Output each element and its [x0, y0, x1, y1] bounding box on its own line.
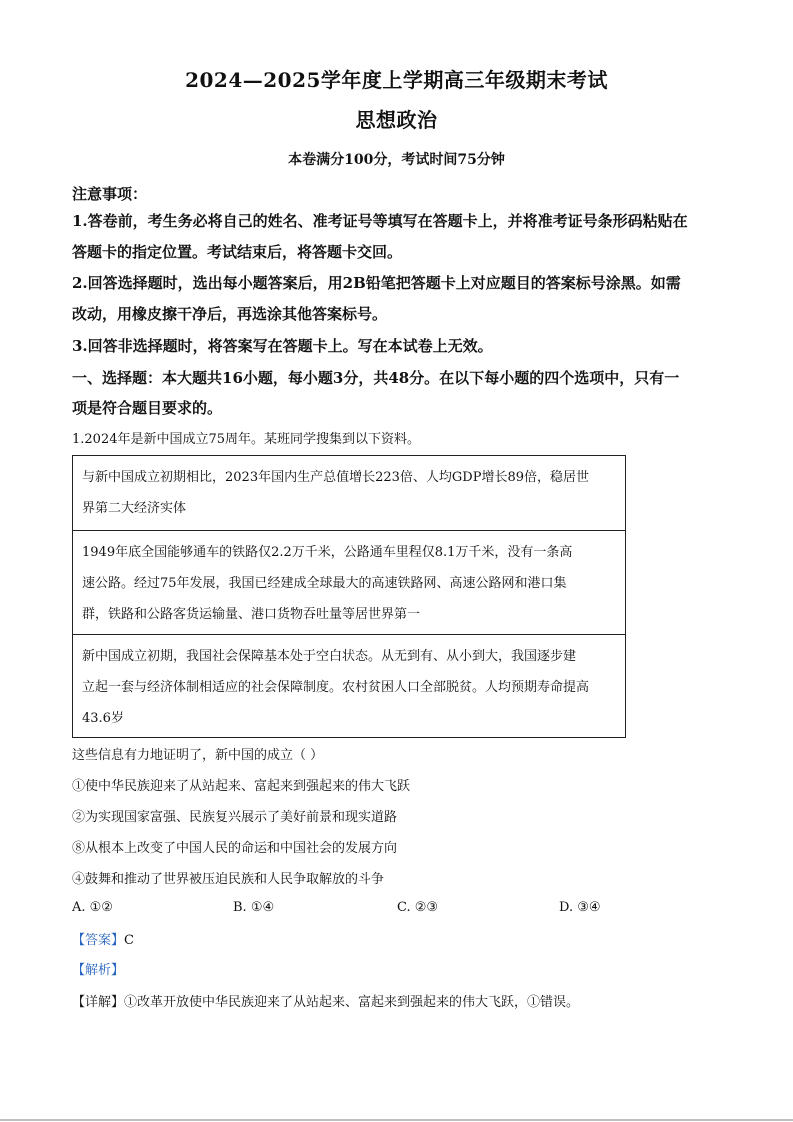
material-line: 与新中国成立初期相比，2023年国内生产总值增长223倍、人均GDP增长89倍，稳居世: [82, 470, 589, 485]
material-line: 群，铁路和公路客货运输量、港口货物吞吐量等居世界第一: [82, 607, 421, 622]
material-cell-1: [73, 456, 625, 531]
analysis-label: 【解析】: [72, 963, 125, 978]
exam-meta: 本卷满分100分，考试时间75分钟: [288, 152, 505, 168]
material-line: 43.6岁: [82, 711, 124, 726]
page-bottom-divider: [0, 1119, 793, 1121]
note-line: 2.回答选择题时，选出每小题答案后，用2B铅笔把答题卡上对应题目的答案标号涂黑。如需: [72, 274, 681, 292]
statement: ②为实现国家富强、民族复兴展示了美好前景和现实道路: [72, 810, 398, 825]
answer-line: [72, 932, 732, 950]
statement: ④鼓舞和推动了世界被压迫民族和人民争取解放的斗争: [72, 872, 385, 887]
question-stem: 1.2024年是新中国成立75周年。某班同学搜集到以下资料。: [72, 432, 421, 447]
detail-line: [72, 994, 732, 1012]
answer-label: 【答案】: [72, 933, 125, 948]
material-cell-3: [73, 635, 625, 737]
section-heading-line2: 项是符合题目要求的。: [72, 399, 223, 417]
material-line: 1949年底全国能够通车的铁路仅2.2万千米，公路通车里程仅8.1万千米，没有一条高: [82, 545, 573, 560]
note-line: 3.回答非选择题时，将答案写在答题卡上。写在本试卷上无效。: [72, 337, 493, 355]
option-c: C. ②③: [397, 900, 439, 915]
material-line: 新中国成立初期，我国社会保障基本处于空白状态。从无到有、从小到大，我国逐步建: [82, 649, 577, 664]
materials-table: [72, 455, 626, 738]
subject-title: 思想政治: [355, 108, 438, 132]
statement: ①使中华民族迎来了从站起来、富起来到强起来的伟大飞跃: [72, 779, 411, 794]
option-a: A. ①②: [72, 900, 113, 915]
notes-heading: 注意事项：: [72, 185, 148, 203]
detail-text: ①改革开放使中华民族迎来了从站起来、富起来到强起来的伟大飞跃，①错误。: [124, 995, 580, 1010]
note-line: 1.答卷前，考生务必将自己的姓名、准考证号等填写在答题卡上，并将准考证号条形码粘贴在: [72, 212, 688, 230]
analysis-line: [72, 962, 732, 980]
material-line: 速公路。经过75年发展，我国已经建成全球最大的高速铁路网、高速公路网和港口集: [82, 576, 567, 591]
option-b: B. ①④: [233, 900, 275, 915]
statement: ⑧从根本上改变了中国人民的命运和中国社会的发展方向: [72, 841, 398, 856]
section-heading-line1: 一、选择题：本大题共16小题，每小题3分，共48分。在以下每小题的四个选项中，只有一: [72, 369, 680, 387]
material-line: 界第二大经济实体: [82, 501, 187, 516]
option-d: D. ③④: [559, 900, 601, 915]
note-line: 答题卡的指定位置。考试结束后，将答题卡交回。: [72, 243, 403, 261]
detail-label: 【详解】: [72, 995, 125, 1010]
answer-options: [72, 900, 672, 920]
note-line: 改动，用橡皮擦干净后，再选涂其他答案标号。: [72, 305, 388, 323]
exam-title: 2024—2025学年度上学期高三年级期末考试: [185, 68, 608, 92]
question-prompt: 这些信息有力地证明了，新中国的成立（ ）: [72, 748, 324, 763]
material-cell-2: [73, 531, 625, 635]
answer-value: C: [124, 933, 134, 948]
material-line: 立起一套与经济体制相适应的社会保障制度。农村贫困人口全部脱贫。人均预期寿命提高: [82, 680, 590, 695]
